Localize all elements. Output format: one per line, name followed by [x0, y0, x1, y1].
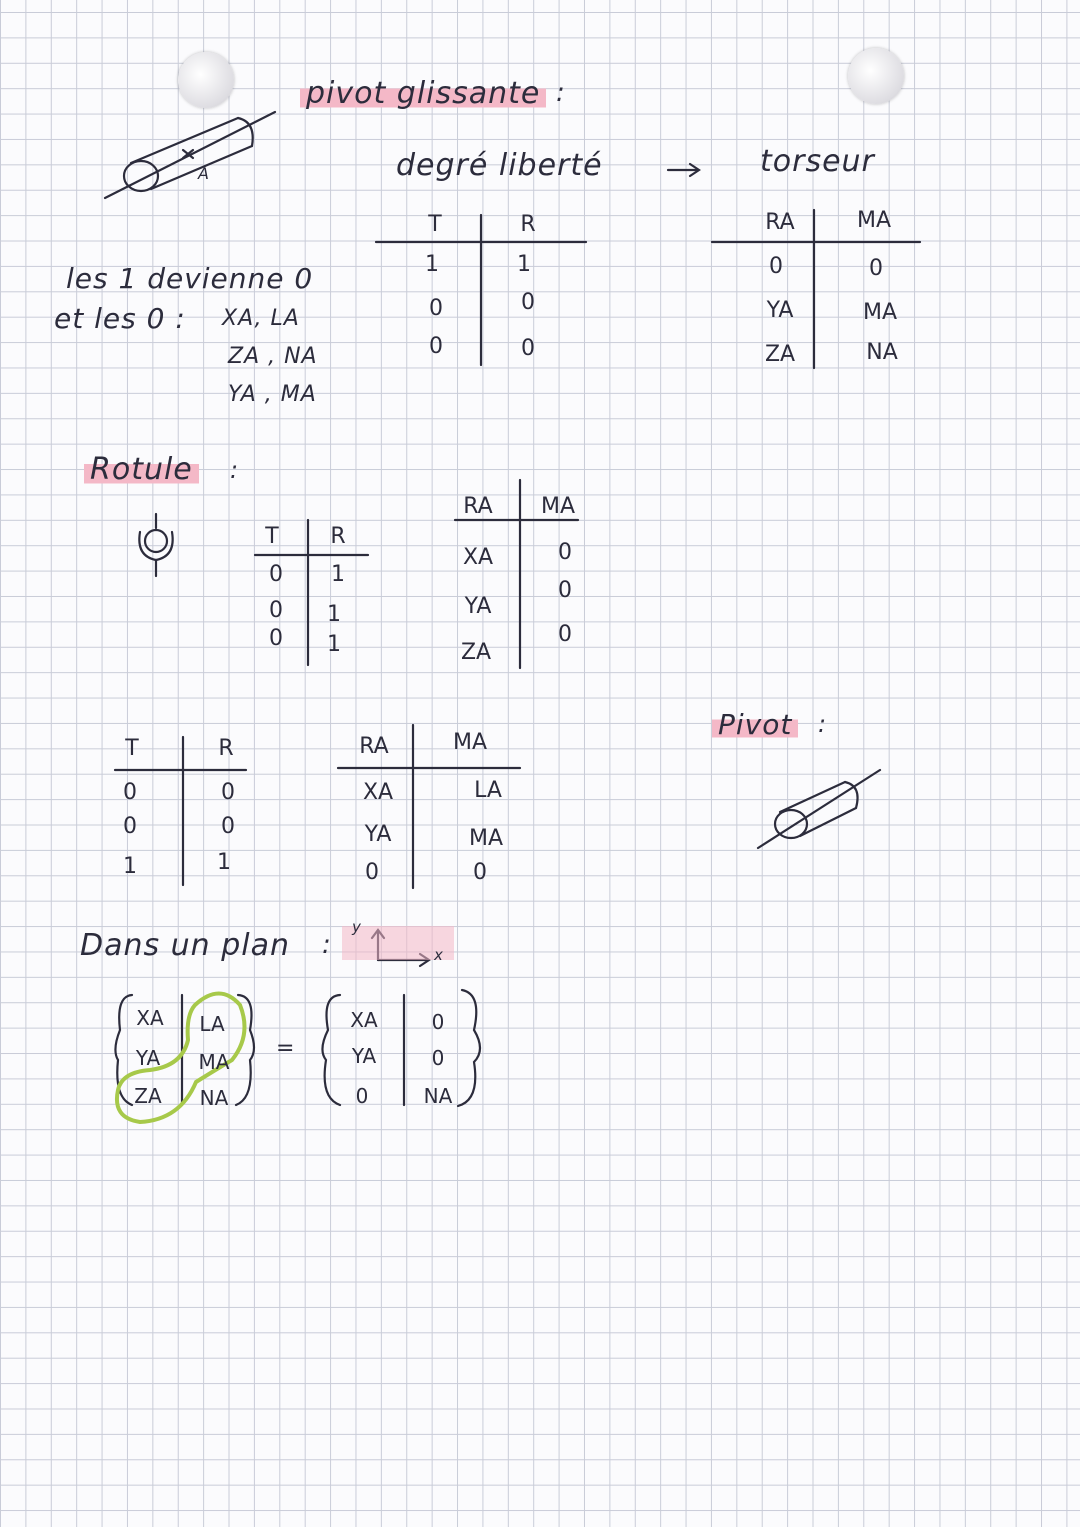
- lhs-cell: XA: [136, 1006, 164, 1030]
- tors2-cell: 0: [558, 540, 572, 565]
- tors1-header-ma: MA: [856, 208, 892, 233]
- note-var-3: YA , MA: [228, 382, 317, 407]
- tors3-cell: XA: [362, 780, 394, 805]
- note-line-1: les 1 devienne 0: [66, 262, 314, 295]
- dof3-cell: 0: [123, 814, 137, 839]
- equals-sign: =: [276, 1036, 296, 1061]
- lhs-cell: NA: [199, 1086, 229, 1110]
- tors1-cell: ZA: [764, 342, 796, 367]
- section-title-colon: :: [322, 930, 332, 960]
- lhs-cell: ZA: [134, 1084, 162, 1108]
- tors1-header-ra: RA: [765, 210, 795, 235]
- section-title-pivot: Pivot: [712, 708, 798, 741]
- note-line-2: et les 0 :: [54, 302, 186, 335]
- rhs-cell: 0: [431, 1010, 445, 1034]
- rhs-cell: 0: [355, 1084, 369, 1108]
- dof3-header-t: T: [125, 736, 139, 761]
- tors2-cell: 0: [558, 622, 572, 647]
- dof1-header-t: T: [428, 212, 442, 237]
- tors2-cell: ZA: [460, 640, 492, 665]
- axis-x-label: x: [434, 946, 444, 964]
- lhs-cell: LA: [199, 1012, 225, 1036]
- dof3-cell: 1: [123, 854, 137, 879]
- dof2-header-t: T: [265, 524, 279, 549]
- tors2-cell: XA: [462, 545, 494, 570]
- tors3-cell: YA: [364, 822, 392, 847]
- rotule-icon: [139, 514, 172, 576]
- lhs-cell: MA: [198, 1050, 230, 1074]
- dof3-cell: 1: [217, 850, 231, 875]
- dof3-header-r: R: [218, 736, 234, 761]
- rhs-cell: 0: [431, 1046, 445, 1070]
- axis-y-label: y: [352, 918, 362, 936]
- tors2-cell: YA: [464, 594, 492, 619]
- section-title-colon: :: [230, 456, 240, 484]
- point-label: A: [198, 164, 210, 183]
- rhs-cell: YA: [351, 1044, 377, 1068]
- note-var-1: XA, LA: [222, 306, 300, 331]
- dof2-cell: 1: [331, 562, 345, 587]
- dof2-cell: 1: [327, 632, 341, 657]
- dof2-header-r: R: [330, 524, 346, 549]
- dof1-header-r: R: [520, 212, 536, 237]
- tors1-cell: MA: [862, 300, 898, 325]
- tors1-cell: 0: [769, 254, 783, 279]
- pivot-icon: [758, 770, 880, 848]
- lhs-cell: YA: [135, 1046, 161, 1070]
- tors2-header-ma: MA: [540, 494, 576, 519]
- section-title-colon: :: [556, 78, 566, 108]
- tors1-cell: 0: [869, 256, 883, 281]
- tors2-cell: 0: [558, 578, 572, 603]
- dof1-cell: 0: [521, 290, 535, 315]
- dof3-cell: 0: [221, 814, 235, 839]
- dof2-cell: 0: [269, 562, 283, 587]
- tors3-cell: 0: [365, 860, 379, 885]
- dof3-cell: 0: [221, 780, 235, 805]
- section-title-plan: Dans un plan: [80, 928, 291, 963]
- tors3-cell: 0: [473, 860, 487, 885]
- section-title-pivot-glissant: pivot glissante: [300, 76, 546, 111]
- tors3-cell: LA: [474, 778, 502, 803]
- dof1-cell: 0: [429, 334, 443, 359]
- tors2-header-ra: RA: [463, 494, 493, 519]
- dof1-cell: 0: [429, 296, 443, 321]
- tors1-cell: NA: [866, 340, 898, 365]
- dof-heading: degré liberté: [396, 148, 603, 183]
- pivot-glissant-icon: [105, 112, 275, 198]
- dof2-cell: 1: [327, 602, 341, 627]
- tors3-header-ra: RA: [359, 734, 389, 759]
- section-title-rotule: Rotule: [84, 452, 199, 487]
- rhs-cell: XA: [350, 1008, 378, 1032]
- dof1-cell: 1: [517, 252, 531, 277]
- rhs-cell: NA: [423, 1084, 453, 1108]
- tors3-header-ma: MA: [452, 730, 488, 755]
- dof2-cell: 0: [269, 598, 283, 623]
- tors1-cell: YA: [766, 298, 794, 323]
- dof1-cell: 1: [425, 252, 439, 277]
- dof2-cell: 0: [269, 626, 283, 651]
- note-var-2: ZA , NA: [228, 344, 318, 369]
- tors3-cell: MA: [468, 826, 504, 851]
- dof1-cell: 0: [521, 336, 535, 361]
- torseur-heading: torseur: [760, 144, 875, 179]
- section-title-colon: :: [818, 710, 828, 738]
- dof3-cell: 0: [123, 780, 137, 805]
